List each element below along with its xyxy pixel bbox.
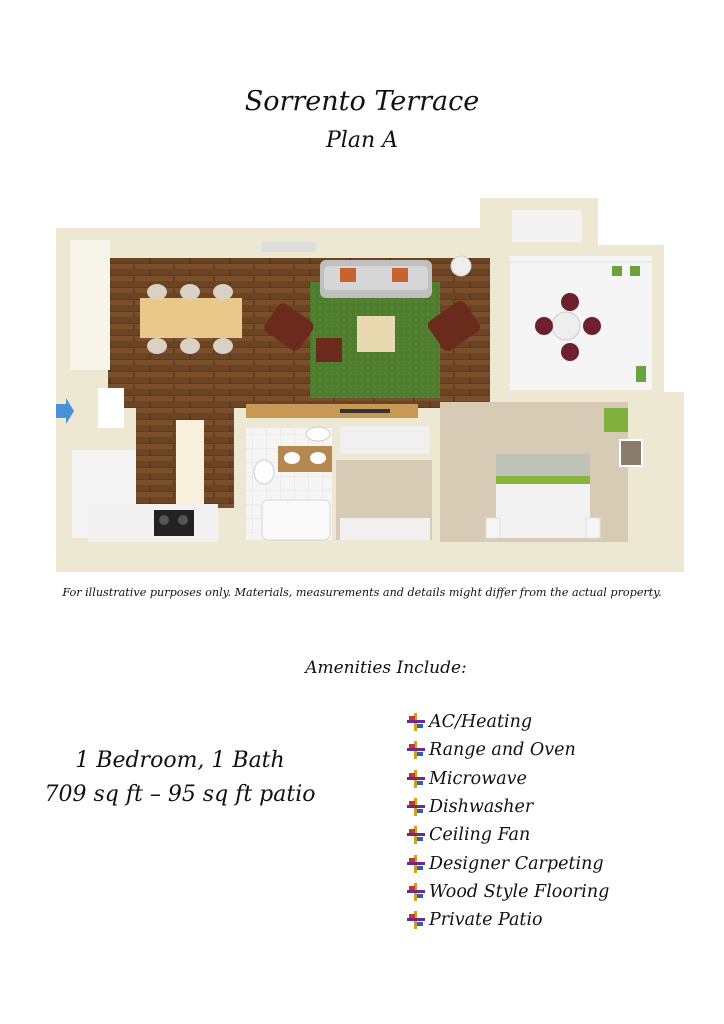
floor-plan-illustration	[0, 190, 724, 580]
plan-name: Plan A	[325, 128, 398, 153]
amenity-item	[406, 878, 609, 906]
coffee-table	[357, 316, 395, 352]
property-title: Sorrento Terrace	[244, 86, 480, 117]
amenity-bullet-icon	[406, 769, 426, 789]
amenity-label: Designer Carpeting	[429, 853, 604, 874]
amenity-bullet-icon	[406, 825, 426, 845]
bedroom	[440, 402, 642, 542]
amenity-item	[406, 708, 609, 736]
amenity-label: Range and Oven	[429, 740, 576, 761]
amenity-bullet-icon	[406, 882, 426, 902]
amenity-bullet-icon	[406, 910, 426, 930]
ceiling-vent	[262, 242, 316, 252]
amenity-item	[406, 906, 609, 934]
patio	[510, 256, 652, 390]
floor-lamp	[451, 256, 471, 276]
amenity-item	[406, 793, 609, 821]
sofa	[320, 260, 432, 298]
amenity-label: Private Patio	[429, 910, 543, 931]
disclaimer-note: For illustrative purposes only. Materials, measurements and details might differ from the actual property.	[62, 586, 662, 599]
amenity-label: Ceiling Fan	[429, 825, 531, 846]
amenities-heading: Amenities Include:	[305, 658, 467, 678]
closets	[336, 426, 432, 540]
amenity-bullet-icon	[406, 854, 426, 874]
amenity-bullet-icon	[406, 740, 426, 760]
amenity-item	[406, 821, 609, 849]
amenity-label: Dishwasher	[429, 797, 534, 818]
unit-rooms: 1 Bedroom, 1 Bath	[75, 748, 285, 773]
bathroom	[246, 427, 332, 540]
amenity-label: Wood Style Flooring	[429, 881, 610, 902]
amenity-item	[406, 765, 609, 793]
amenity-item	[406, 849, 609, 877]
amenity-label: AC/Heating	[429, 712, 533, 733]
accent-chair	[604, 408, 628, 432]
dining-table	[140, 284, 242, 354]
unit-summary	[40, 744, 320, 812]
storage-closet	[512, 210, 582, 242]
amenity-item	[406, 736, 609, 764]
amenity-bullet-icon	[406, 712, 426, 732]
amenities-list	[406, 708, 609, 934]
media-console	[246, 404, 418, 418]
unit-size: 709 sq ft – 95 sq ft patio	[44, 782, 316, 807]
amenity-bullet-icon	[406, 797, 426, 817]
amenity-label: Microwave	[429, 768, 527, 789]
